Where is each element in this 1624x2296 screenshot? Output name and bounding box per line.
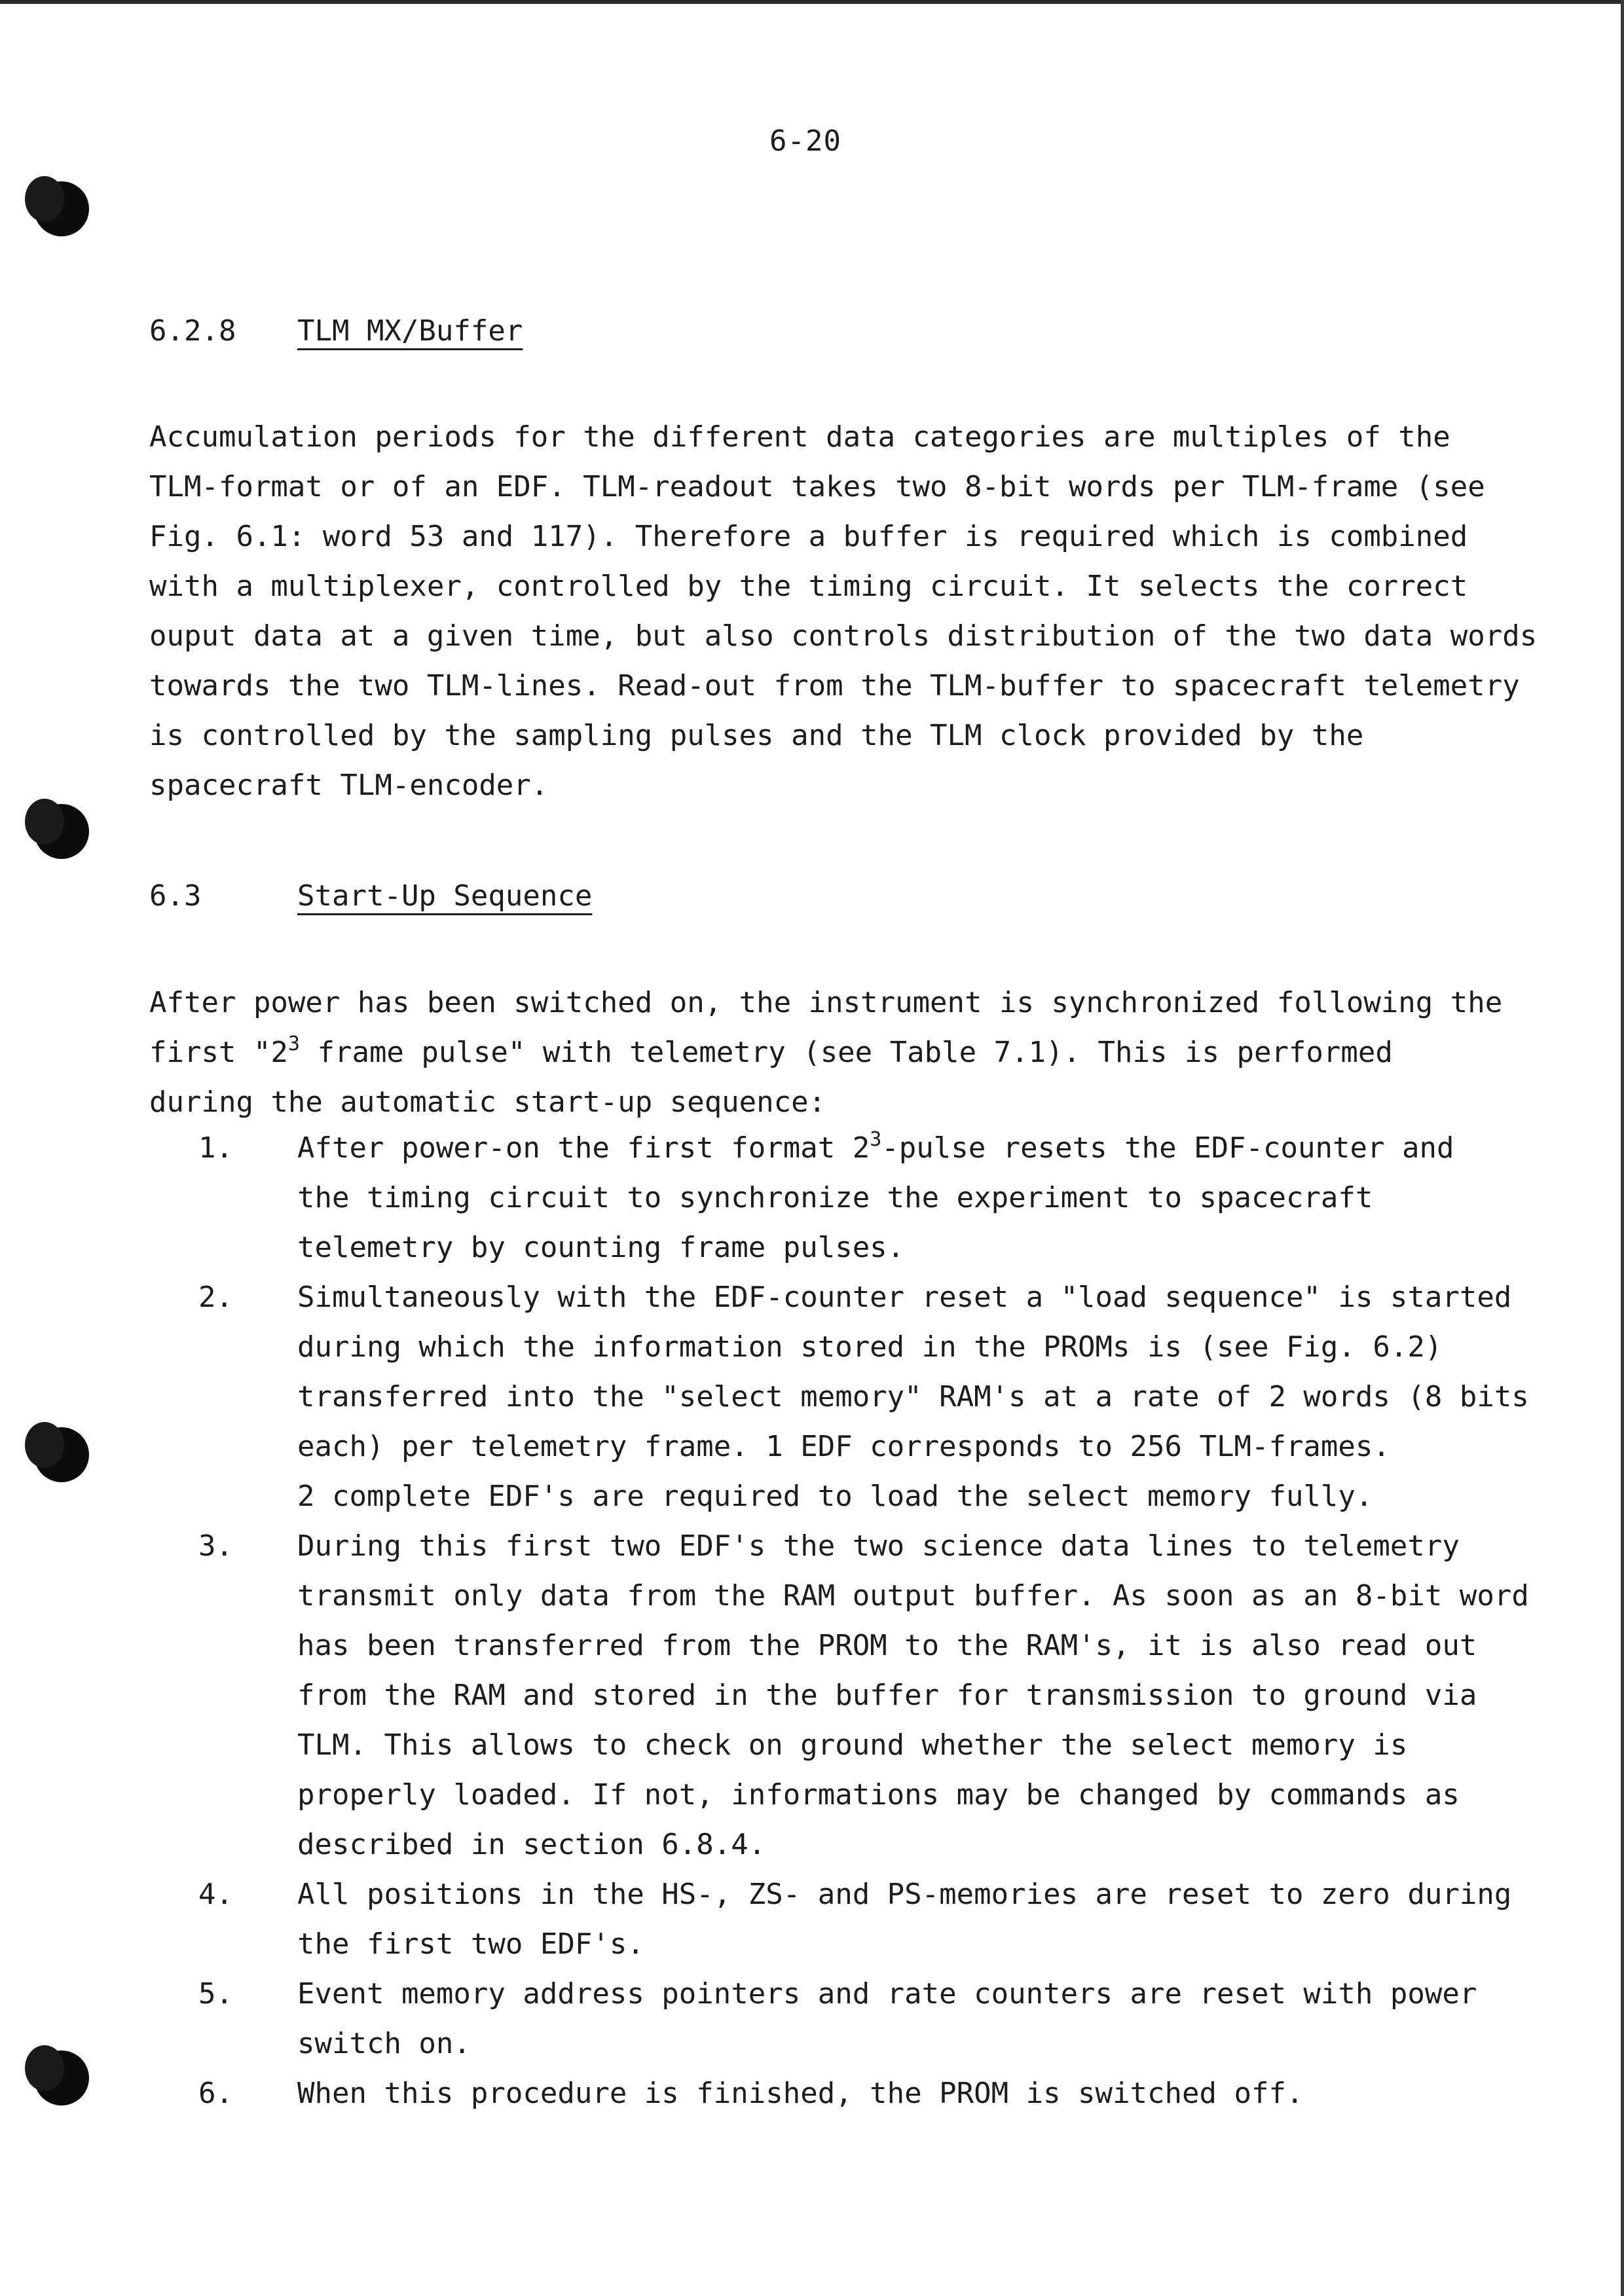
list-line: telemetry by counting frame pulses. [297, 1231, 905, 1264]
superscript: 3 [870, 1128, 882, 1151]
list-line: TLM. This allows to check on ground whether the select memory is [297, 1728, 1408, 1762]
list-line: Simultaneously with the EDF-counter reset a "load sequence" is started [297, 1281, 1512, 1314]
list-item [149, 1273, 1529, 1522]
paragraph-line: ouput data at a given time, but also controls distribution of the two data words [149, 619, 1538, 653]
paragraph-line: towards the two TLM-lines. Read-out from the TLM-buffer to spacecraft telemetry [149, 669, 1520, 702]
list-line: transmit only data from the RAM output buffer. As soon as an 8-bit word [297, 1579, 1529, 1613]
list-line: During this first two EDF's the two science data lines to telemetry [297, 1529, 1460, 1563]
section-6-2-8-paragraph [149, 412, 1538, 811]
list-line: the first two EDF's. [297, 1927, 644, 1961]
list-item [149, 1522, 1529, 1870]
section-title: TLM MX/Buffer [297, 314, 523, 348]
list-marker: 4. [198, 1878, 233, 1911]
list-item-body [297, 2069, 1511, 2119]
list-marker: 2. [198, 1281, 233, 1314]
list-line: Event memory address pointers and rate counters are reset with power [297, 1977, 1477, 2011]
paragraph-line: with a multiplexer, controlled by the timing circuit. It selects the correct [149, 570, 1468, 603]
list-marker: 1. [198, 1131, 233, 1165]
paragraph-line: Accumulation periods for the different data categories are multiples of the [149, 420, 1450, 454]
section-number: 6.3 [149, 879, 202, 913]
scan-edge-top [0, 0, 1624, 4]
section-6-3-intro [149, 978, 1503, 1127]
list-line: All positions in the HS-, ZS- and PS-memories are reset to zero during [297, 1878, 1512, 1911]
text-run: -pulse resets the EDF-counter and [881, 1131, 1454, 1165]
list-line: from the RAM and stored in the buffer for transmission to ground via [297, 1679, 1477, 1712]
superscript: 3 [287, 1032, 300, 1055]
paragraph-line [149, 1028, 1492, 1078]
paragraph-line: After power has been switched on, the instrument is synchronized following the [149, 986, 1503, 1019]
list-line: the timing circuit to synchronize the experiment to spacecraft [297, 1181, 1373, 1214]
punch-hole [34, 181, 89, 236]
list-item [149, 1870, 1511, 1969]
section-title: Start-Up Sequence [297, 879, 593, 913]
list-marker: 5. [198, 1977, 233, 2011]
list-line: switch on. [297, 2027, 471, 2060]
paragraph-line: Fig. 6.1: word 53 and 117). Therefore a buffer is required which is combined [149, 520, 1468, 553]
list-item-body [297, 1273, 1529, 1522]
list-item [149, 2069, 1511, 2119]
section-heading-6-3 [149, 879, 592, 913]
list-item-body [297, 1522, 1529, 1870]
punch-hole [34, 2050, 89, 2105]
list-line: 2 complete EDF's are required to load the select memory fully. [297, 1480, 1373, 1513]
list-line: When this procedure is finished, the PROM is switched off. [297, 2077, 1304, 2110]
paragraph-line: TLM-format or of an EDF. TLM-readout takes two 8-bit words per TLM-frame (see [149, 470, 1485, 503]
list-line: has been transferred from the PROM to the RAM's, it is also read out [297, 1629, 1477, 1662]
paragraph-line: spacecraft TLM-encoder. [149, 769, 549, 802]
list-item [149, 1123, 1511, 1273]
start-up-sequence-list [149, 1123, 1529, 2119]
punch-hole [34, 804, 89, 859]
paragraph-line: is controlled by the sampling pulses and the TLM clock provided by the [149, 719, 1364, 752]
list-item-body [297, 1870, 1511, 1969]
text-run: After power-on the first format 2 [297, 1131, 870, 1165]
section-number: 6.2.8 [149, 314, 236, 348]
list-item [149, 1969, 1511, 2069]
page-number: 6-20 [769, 124, 841, 158]
list-marker: 3. [198, 1529, 233, 1563]
punch-hole [34, 1427, 89, 1482]
list-line: described in section 6.8.4. [297, 1828, 766, 1861]
text-run: frame pulse" with telemetry (see Table 7.1). This is performed [299, 1036, 1393, 1069]
text-run: first "2 [149, 1036, 288, 1069]
list-item-body [297, 1969, 1511, 2069]
list-line: each) per telemetry frame. 1 EDF corresponds to 256 TLM-frames. [297, 1430, 1390, 1463]
list-marker: 6. [198, 2077, 233, 2110]
scan-edge-right [1621, 0, 1624, 2296]
list-line: transferred into the "select memory" RAM's at a rate of 2 words (8 bits [297, 1380, 1529, 1413]
list-line: during which the information stored in the PROMs is (see Fig. 6.2) [297, 1330, 1443, 1364]
list-line [297, 1123, 1511, 1173]
section-heading-6-2-8 [149, 314, 523, 348]
paragraph-line: during the automatic start-up sequence: [149, 1085, 826, 1119]
list-line: properly loaded. If not, informations may be changed by commands as [297, 1778, 1460, 1812]
list-item-body [297, 1123, 1511, 1273]
